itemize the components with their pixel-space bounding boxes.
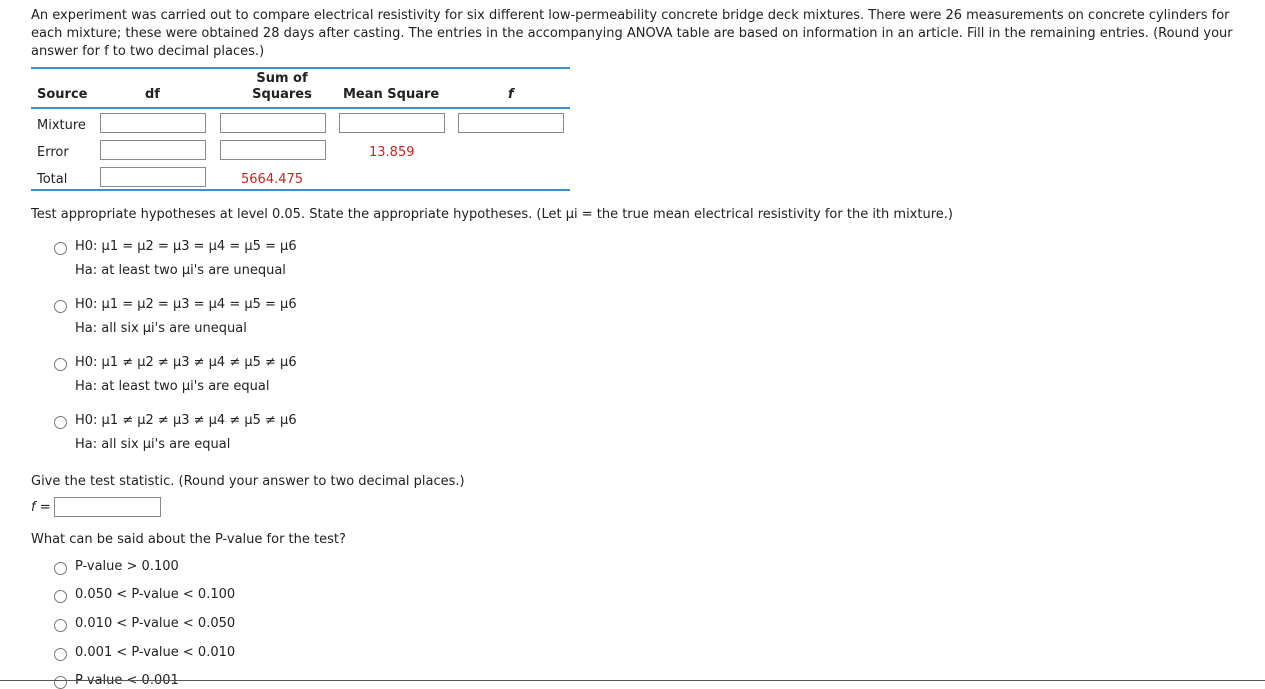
hypotheses-prompt: Test appropriate hypotheses at level 0.05. State the appropriate hypotheses. (Let μi = the true mean electrical resistivity for the ith mixture.) [31, 207, 953, 222]
error-ms-value: 13.859 [369, 145, 415, 160]
header-ss-line1: Sum of [256, 71, 308, 86]
hypothesis-option-3-h0: H0: μ1 ≠ μ2 ≠ μ3 ≠ μ4 ≠ μ5 ≠ μ6 [75, 355, 297, 370]
total-df-input[interactable] [100, 167, 206, 187]
pvalue-option-4-radio[interactable] [54, 648, 67, 661]
hypothesis-option-4-h0: H0: μ1 ≠ μ2 ≠ μ3 ≠ μ4 ≠ μ5 ≠ μ6 [75, 413, 297, 428]
mixture-ss-input[interactable] [220, 113, 326, 133]
pvalue-option-4-label: 0.001 < P-value < 0.010 [75, 645, 236, 660]
pvalue-option-1-radio[interactable] [54, 562, 67, 575]
test-statistic-input[interactable] [54, 497, 161, 517]
header-mean-square: Mean Square [343, 87, 440, 102]
anova-table [31, 67, 570, 187]
pvalue-prompt: What can be said about the P-value for the test? [31, 532, 346, 547]
row-error-label: Error [37, 145, 69, 160]
hypothesis-option-2-radio[interactable] [54, 300, 67, 313]
header-source: Source [37, 87, 88, 102]
table-header-rule [31, 107, 570, 109]
row-mixture-label: Mixture [37, 118, 86, 133]
pvalue-option-3-label: 0.010 < P-value < 0.050 [75, 616, 236, 631]
pvalue-option-3-radio[interactable] [54, 619, 67, 632]
table-top-rule [31, 67, 570, 69]
hypothesis-option-1-radio[interactable] [54, 242, 67, 255]
pvalue-option-5-label: P-value < 0.001 [75, 673, 179, 688]
hypothesis-option-4-ha: Ha: all six μi's are equal [75, 437, 231, 452]
pvalue-option-5-radio[interactable] [54, 676, 67, 689]
hypothesis-option-3-ha: Ha: at least two μi's are equal [75, 379, 270, 394]
mixture-df-input[interactable] [100, 113, 206, 133]
question-intro: An experiment was carried out to compare electrical resistivity for six different low-permeability concrete bridge deck mixtures. There were 26 measurements on concrete cylinders for each mixture; these were obtained 28 days after casting. The entries in the accompanying ANOVA table are based on information in an article. Fill in the remaining entries. (Round your answer for f to two decimal places.) [31, 8, 1233, 59]
hypothesis-option-1-h0: H0: μ1 = μ2 = μ3 = μ4 = μ5 = μ6 [75, 239, 297, 254]
hypothesis-option-2-ha: Ha: all six μi's are unequal [75, 321, 247, 336]
mixture-ms-input[interactable] [339, 113, 445, 133]
pvalue-option-2-label: 0.050 < P-value < 0.100 [75, 587, 236, 602]
error-ss-input[interactable] [220, 140, 326, 160]
hypothesis-option-4-radio[interactable] [54, 416, 67, 429]
statistic-label: f = [31, 500, 51, 515]
page-bottom-rule [0, 680, 1265, 681]
header-f: f [508, 87, 514, 102]
row-total-label: Total [37, 172, 68, 187]
statistic-prompt: Give the test statistic. (Round your answer to two decimal places.) [31, 474, 465, 489]
header-sum-of-squares [237, 71, 327, 103]
hypothesis-option-2-h0: H0: μ1 = μ2 = μ3 = μ4 = μ5 = μ6 [75, 297, 297, 312]
mixture-f-input[interactable] [458, 113, 564, 133]
pvalue-option-2-radio[interactable] [54, 590, 67, 603]
hypothesis-option-1-ha: Ha: at least two μi's are unequal [75, 263, 286, 278]
pvalue-option-1-label: P-value > 0.100 [75, 559, 179, 574]
header-df: df [145, 87, 160, 102]
hypothesis-option-3-radio[interactable] [54, 358, 67, 371]
total-ss-value: 5664.475 [241, 172, 304, 187]
table-bottom-rule [31, 189, 570, 191]
error-df-input[interactable] [100, 140, 206, 160]
header-ss-line2: Squares [252, 87, 312, 102]
